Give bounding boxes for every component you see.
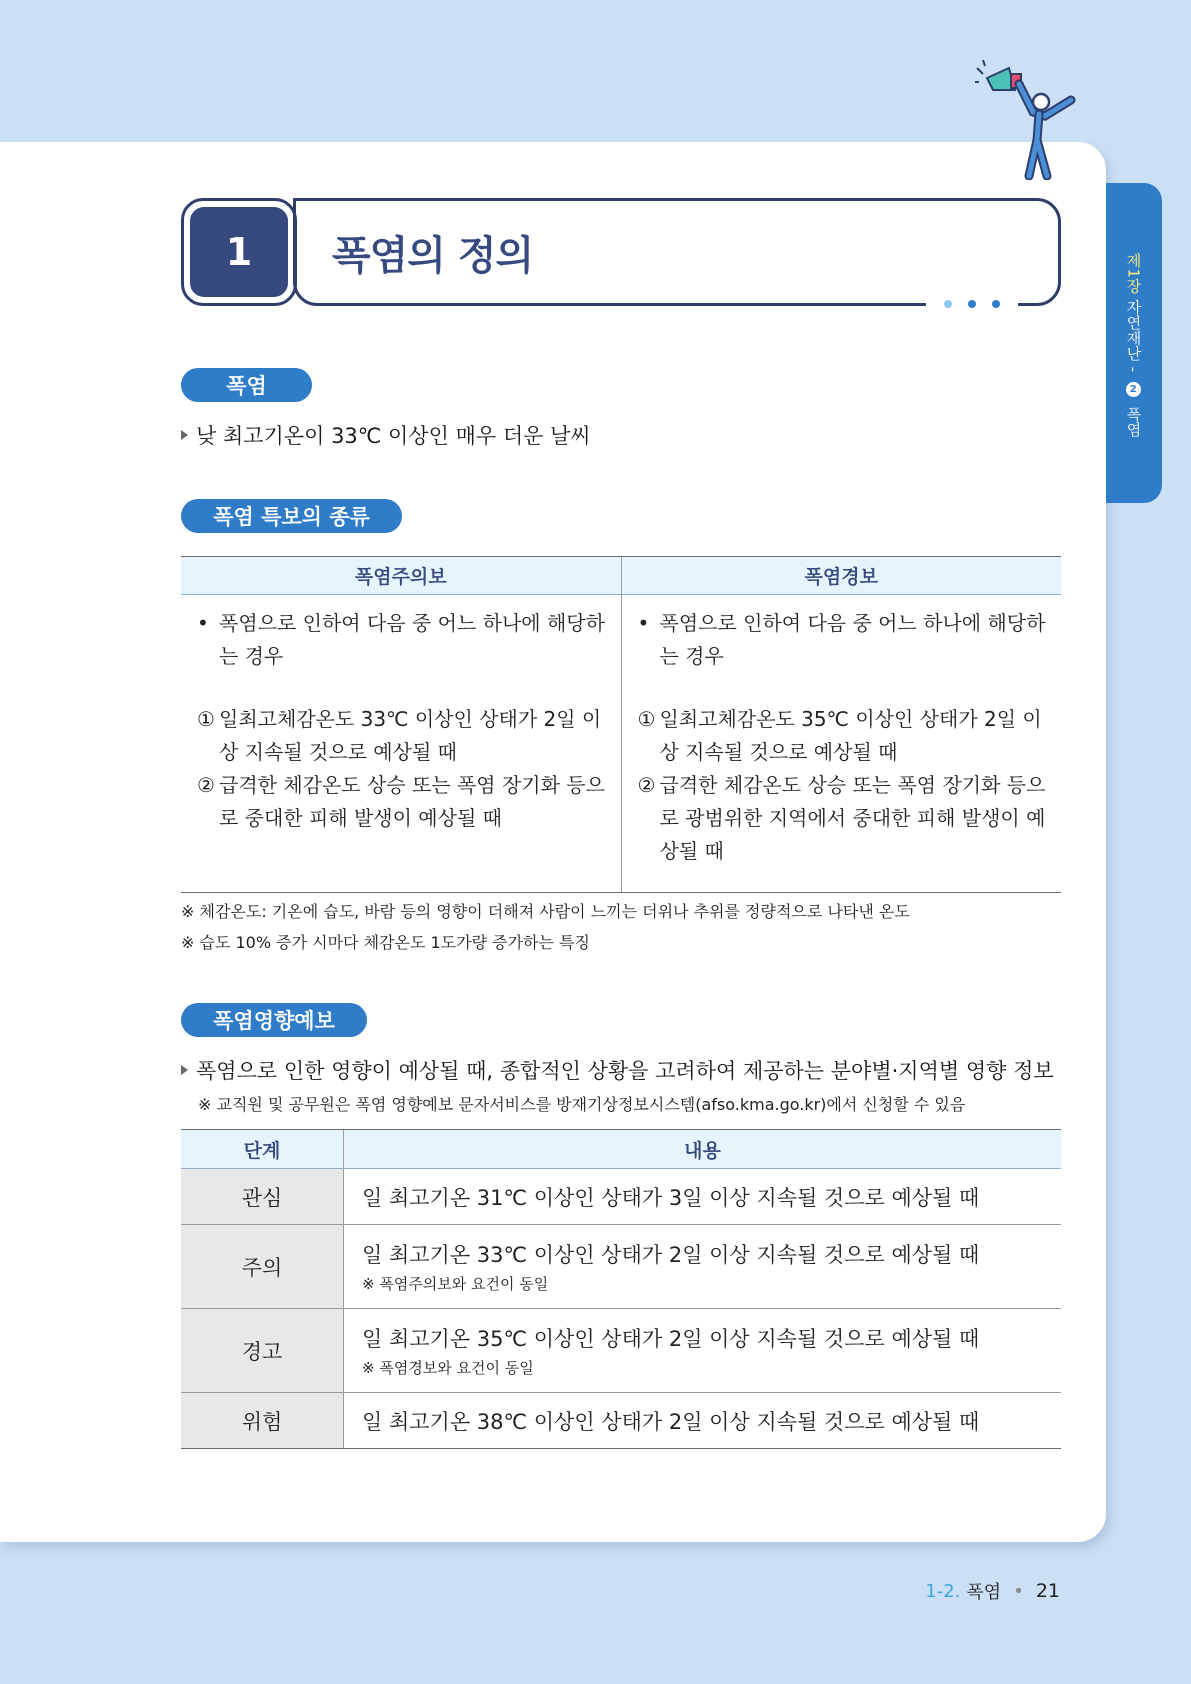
list-item: ① 일최고체감온도 35℃ 이상인 상태가 2일 이상 지속될 것으로 예상될 때 — [637, 707, 1042, 764]
heat-advisory-header: 폭염주의보 — [181, 557, 622, 594]
triangle-bullet-icon — [181, 430, 188, 440]
heat-warning-cell — [622, 595, 1062, 892]
content-cell: 일 최고기온 35℃ 이상인 상태가 2일 이상 지속될 것으로 예상될 때 ※ 폭염경보와 요건이 동일 — [362, 1327, 980, 1377]
table-row — [181, 1393, 1061, 1448]
decorative-dots — [926, 297, 1018, 311]
definition-pill: 폭염 — [181, 368, 312, 402]
table-row — [181, 1225, 1061, 1309]
forecast-table-header — [181, 1130, 1061, 1169]
table-row — [181, 1309, 1061, 1393]
section-title: 폭염의 정의 — [332, 232, 534, 279]
impact-forecast-pill: 폭염영향예보 — [181, 1003, 367, 1037]
stage-cell: 관심 — [181, 1169, 344, 1224]
definition-line — [181, 420, 591, 450]
warning-types-pill: 폭염 특보의 종류 — [181, 499, 402, 533]
warning-types-table — [181, 556, 1061, 893]
section-title-box — [293, 198, 1061, 306]
footer-separator: • — [1013, 1580, 1024, 1602]
content-column-header: 내용 — [684, 1139, 721, 1162]
heat-warning-header: 폭염경보 — [804, 566, 878, 588]
subchapter-title: 폭염 — [1124, 406, 1143, 438]
list-item: ② 급격한 체감온도 상승 또는 폭염 장기화 등으로 광범위한 지역에서 중대한 피해 발생이 예상될 때 — [637, 773, 1046, 863]
impact-forecast-line — [181, 1055, 1054, 1085]
triangle-bullet-icon — [181, 1065, 188, 1075]
stage-column-header: 단계 — [181, 1130, 344, 1168]
footer-section-number: 1-2. — [925, 1580, 961, 1602]
section-number-box — [181, 198, 297, 306]
table-row — [181, 1169, 1061, 1225]
content-cell: 일 최고기온 31℃ 이상인 상태가 3일 이상 지속될 것으로 예상될 때 — [362, 1185, 980, 1210]
chapter-side-tab[interactable] — [1106, 183, 1162, 503]
impact-forecast-table — [181, 1129, 1061, 1449]
stage-cell: 경고 — [181, 1309, 344, 1392]
content-cell: 일 최고기온 38℃ 이상인 상태가 2일 이상 지속될 것으로 예상될 때 — [362, 1409, 980, 1434]
list-item: ② 급격한 체감온도 상승 또는 폭염 장기화 등으로 중대한 피해 발생이 예상될 때 — [197, 773, 605, 830]
apparent-temperature-note: ※ 체감온도: 기온에 습도, 바람 등의 영향이 더해져 사람이 느끼는 더위나 추위를 정량적으로 나타낸 온도 — [181, 902, 910, 921]
footer-section-title: 폭염 — [966, 1582, 1002, 1603]
warning-table-body — [181, 595, 1061, 892]
content-cell: 일 최고기온 33℃ 이상인 상태가 2일 이상 지속될 것으로 예상될 때 ※ 폭염주의보와 요건이 동일 — [362, 1243, 980, 1293]
page-footer — [925, 1578, 1060, 1604]
chapter-side-tab-label — [1124, 253, 1145, 437]
list-item: • 폭염으로 인하여 다음 중 어느 하나에 해당하는 경우 — [637, 611, 1046, 668]
subchapter-number-badge: 2 — [1126, 382, 1141, 397]
section-heading — [181, 198, 1061, 306]
humidity-note: ※ 습도 10% 증가 시마다 체감온도 1도가량 증가하는 특징 — [181, 933, 590, 952]
list-item: ① 일최고체감온도 33℃ 이상인 상태가 2일 이상 지속될 것으로 예상될 때 — [197, 707, 602, 764]
heat-advisory-cell — [181, 595, 622, 892]
megaphone-person-illustration — [975, 60, 1085, 180]
chapter-title: 자연재난 - — [1124, 299, 1143, 373]
definition-text: 낮 최고기온이 33℃ 이상인 매우 더운 날씨 — [196, 424, 591, 448]
chapter-number: 제1장 — [1124, 253, 1143, 295]
section-number: 1 — [190, 207, 288, 297]
sms-service-note: ※ 교직원 및 공무원은 폭염 영향예보 문자서비스를 방재기상정보시스템(afso.kma.go.kr)에서 신청할 수 있음 — [198, 1095, 966, 1114]
warning-table-header — [181, 557, 1061, 595]
impact-forecast-text: 폭염으로 인한 영향이 예상될 때, 종합적인 상황을 고려하여 제공하는 분야별·지역별 영향 정보 — [196, 1059, 1054, 1083]
page-number: 21 — [1035, 1580, 1060, 1602]
list-item: • 폭염으로 인하여 다음 중 어느 하나에 해당하는 경우 — [197, 611, 605, 668]
stage-cell: 위험 — [181, 1393, 344, 1448]
stage-cell: 주의 — [181, 1225, 344, 1308]
